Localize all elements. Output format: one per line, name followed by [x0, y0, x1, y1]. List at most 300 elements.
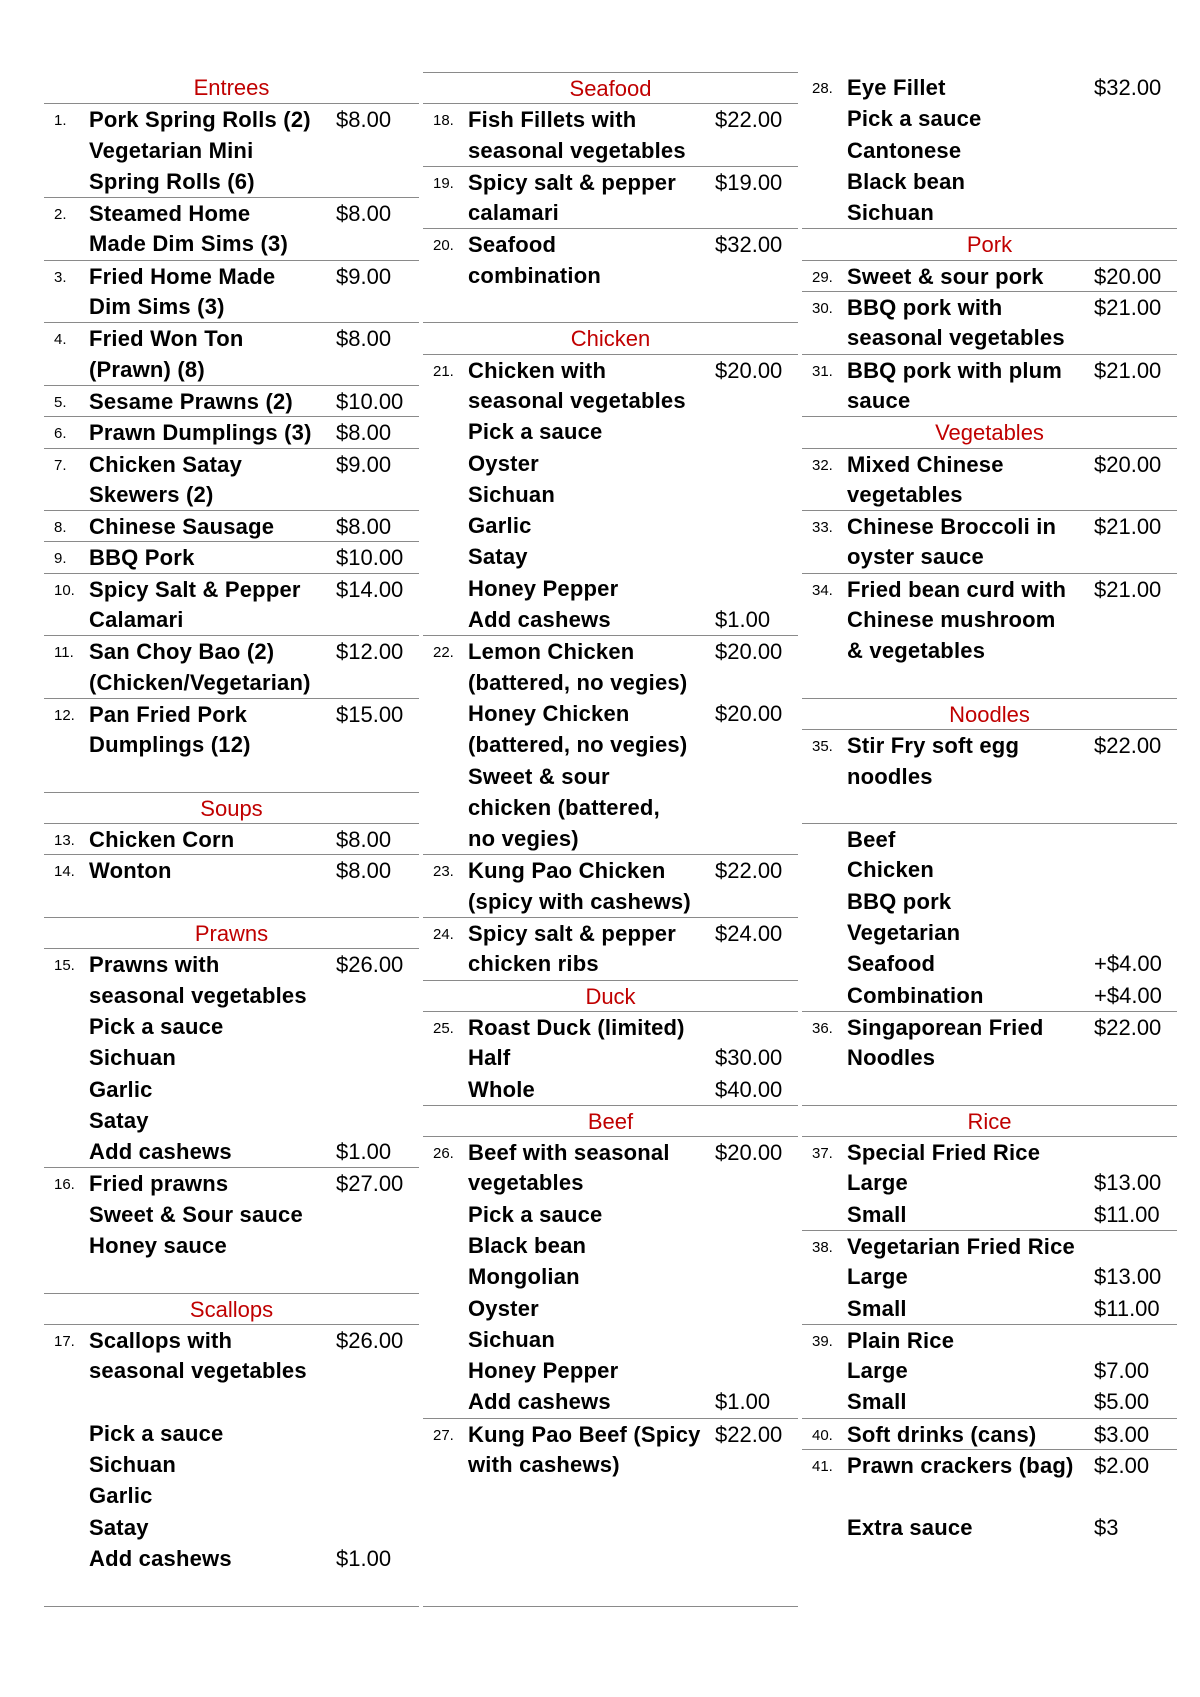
item-number: 38.: [812, 1238, 833, 1256]
item-price: $1.00: [336, 1545, 392, 1571]
menu-item-line: [44, 135, 419, 166]
menu-item-line: [423, 1386, 798, 1417]
item-number: 30.: [812, 300, 833, 318]
item-name: Mongolian: [468, 1264, 580, 1290]
item-name: Small: [847, 1201, 907, 1227]
menu-item-line: [802, 103, 1177, 134]
section-heading: Seafood: [423, 72, 798, 103]
item-price: $14.00: [336, 576, 404, 602]
menu-item-line: [44, 166, 419, 197]
menu-item-line: [44, 1011, 419, 1042]
item-price: +$4.00: [1094, 951, 1162, 977]
menu-item-line: [802, 1386, 1177, 1417]
item-name: Garlic: [89, 1076, 153, 1102]
item-price: $1.00: [715, 607, 771, 633]
item-price: $21.00: [1094, 576, 1162, 602]
item-name: San Choy Bao (2): [89, 639, 275, 665]
item-name: Pick a sauce: [89, 1013, 224, 1039]
menu-item-line: [802, 948, 1177, 979]
item-number: 33.: [812, 519, 833, 537]
menu-item-line: [423, 698, 798, 729]
item-number: 31.: [812, 362, 833, 380]
menu-item: [423, 354, 798, 385]
item-name: Chinese Sausage: [89, 514, 275, 540]
spacer: [423, 1574, 798, 1605]
item-name: & vegetables: [847, 638, 986, 664]
spacer: [423, 1480, 798, 1511]
item-name: Seafood: [847, 951, 936, 977]
menu-item: [423, 1011, 798, 1042]
menu-item: [44, 1167, 419, 1198]
item-name: Fried Won Ton: [89, 326, 244, 352]
section-heading: Entrees: [193, 75, 270, 100]
menu-item: [802, 448, 1177, 479]
menu-item: [44, 698, 419, 729]
menu-item-line: [423, 1230, 798, 1261]
item-name: Prawns with: [89, 952, 220, 978]
item-name: Chicken Satay: [89, 451, 243, 477]
item-name: Pan Fried Pork: [89, 701, 248, 727]
menu-item: [802, 1449, 1177, 1480]
item-name: Fried bean curd with: [847, 576, 1067, 602]
spacer: [44, 886, 419, 917]
menu-item: [44, 103, 419, 134]
item-number: 16.: [54, 1176, 75, 1194]
item-name: seasonal vegetables: [468, 387, 686, 413]
item-name: Prawn crackers (bag): [847, 1453, 1074, 1479]
item-price: $7.00: [1094, 1358, 1150, 1384]
item-name: calamari: [468, 200, 559, 226]
item-number: 28.: [812, 80, 833, 97]
menu-item-line: [802, 135, 1177, 166]
menu-item: [44, 416, 419, 447]
item-number: 32.: [812, 456, 833, 474]
menu-item-line: [44, 604, 419, 635]
item-number: 9.: [54, 550, 67, 568]
item-price: $2.00: [1094, 1453, 1150, 1479]
menu-item-line: [423, 1261, 798, 1292]
item-name: Add cashews: [468, 607, 611, 633]
item-name: Sichuan: [468, 481, 555, 507]
menu-item: [423, 854, 798, 885]
menu-item: [802, 1136, 1177, 1167]
item-name: with cashews): [468, 1452, 620, 1478]
item-name: vegetables: [847, 481, 963, 507]
item-price: $20.00: [1094, 263, 1162, 289]
menu-item-line: [423, 448, 798, 479]
item-name: Sichuan: [89, 1045, 176, 1071]
menu-column-right: [802, 72, 1177, 1543]
item-name: Add cashews: [89, 1139, 232, 1165]
item-price: $20.00: [715, 357, 783, 383]
item-number: 8.: [54, 519, 67, 537]
item-price: $20.00: [715, 1140, 783, 1166]
menu-item-line: [802, 166, 1177, 197]
item-name: Skewers (2): [89, 481, 214, 507]
menu-item: [44, 448, 419, 479]
item-number: 10.: [54, 581, 75, 599]
menu-item-line: [44, 667, 419, 698]
menu-item-line: [44, 1543, 419, 1574]
menu-item-line: [423, 573, 798, 604]
menu-item: [423, 1418, 798, 1449]
menu-item: [44, 510, 419, 541]
spacer: [423, 1512, 798, 1543]
menu-item: [423, 228, 798, 259]
item-name: vegetables: [468, 1170, 584, 1196]
menu-item-line: [423, 1042, 798, 1073]
item-name: BBQ Pork: [89, 545, 195, 571]
item-name: seasonal vegetables: [89, 982, 307, 1008]
section-heading: Rice: [802, 1105, 1177, 1136]
item-name: Soft drinks (cans): [847, 1421, 1037, 1447]
item-price: $8.00: [336, 827, 392, 853]
menu-item: [802, 729, 1177, 760]
menu-item: [802, 1324, 1177, 1355]
item-name: (battered, no vegies): [468, 669, 688, 695]
menu-item: [802, 354, 1177, 385]
menu-item-line: [44, 1042, 419, 1073]
item-name: BBQ pork with plum: [847, 357, 1063, 383]
menu-item-line: [423, 604, 798, 635]
item-name: Sichuan: [89, 1452, 176, 1478]
menu-item-line: [802, 479, 1177, 510]
column-end-rule: [423, 1606, 798, 1607]
item-price: $12.00: [336, 639, 404, 665]
menu-item-line: [423, 1293, 798, 1324]
item-number: 41.: [812, 1458, 833, 1476]
menu-item: [802, 291, 1177, 322]
menu-item-line: [44, 479, 419, 510]
menu-item: [423, 166, 798, 197]
item-name: no vegies): [468, 826, 579, 852]
spacer: [44, 1386, 419, 1417]
menu-item-line: [423, 479, 798, 510]
item-price: $22.00: [1094, 733, 1162, 759]
item-name: oyster sauce: [847, 544, 984, 570]
item-name: Beef: [847, 827, 896, 853]
menu-item-line: [423, 1355, 798, 1386]
item-name: Sweet & sour: [468, 763, 610, 789]
item-name: seasonal vegetables: [89, 1358, 307, 1384]
item-name: Vegetarian Mini: [89, 137, 254, 163]
item-name: Pick a sauce: [89, 1420, 224, 1446]
item-name: Chicken with: [468, 357, 607, 383]
menu-item-line: [44, 729, 419, 760]
menu-item-line: [802, 1167, 1177, 1198]
item-price: $8.00: [336, 326, 392, 352]
item-name: Mixed Chinese: [847, 451, 1004, 477]
menu-item-line: [802, 1199, 1177, 1230]
item-price: $11.00: [1094, 1201, 1160, 1227]
menu-item-line: [802, 761, 1177, 792]
item-name: Fried Home Made: [89, 263, 276, 289]
section-heading: Prawns: [44, 917, 419, 948]
menu-item-line: [44, 1449, 419, 1480]
menu-item-line: [423, 1167, 798, 1198]
menu-item: [44, 635, 419, 666]
item-name: Singaporean Fried: [847, 1014, 1044, 1040]
item-name: Chicken: [847, 857, 934, 883]
item-price: $21.00: [1094, 514, 1162, 540]
item-name: Vegetarian: [847, 920, 961, 946]
item-name: Spicy salt & pepper: [468, 921, 676, 947]
menu-item: [802, 510, 1177, 541]
item-number: 17.: [54, 1332, 75, 1350]
menu-item-line: [423, 1324, 798, 1355]
item-number: 19.: [433, 174, 454, 192]
item-price: $21.00: [1094, 295, 1162, 321]
item-name: Cantonese: [847, 137, 962, 163]
item-name: Garlic: [468, 513, 532, 539]
item-name: combination: [468, 262, 601, 288]
item-name: Sweet & sour pork: [847, 263, 1044, 289]
item-name: BBQ pork: [847, 888, 952, 914]
item-name: Extra sauce: [847, 1514, 973, 1540]
item-price: $19.00: [715, 169, 783, 195]
item-number: 13.: [54, 832, 75, 850]
menu-column-left: [44, 72, 419, 1607]
item-name: Half: [468, 1045, 511, 1071]
item-number: 7.: [54, 456, 67, 474]
menu-item-line: [423, 948, 798, 979]
menu-item: [44, 823, 419, 854]
menu-item-line: [44, 1512, 419, 1543]
menu-item: [802, 260, 1177, 291]
menu-item: [802, 1418, 1177, 1449]
menu-item-line: [44, 1105, 419, 1136]
item-name: Dim Sims (3): [89, 294, 225, 320]
item-number: 40.: [812, 1426, 833, 1444]
item-number: 21.: [433, 362, 454, 380]
item-number: 24.: [433, 926, 454, 944]
item-name: Sichuan: [847, 200, 934, 226]
spacer: [423, 291, 798, 322]
menu-item-line: [44, 1355, 419, 1386]
spacer: [44, 1261, 419, 1292]
menu-item-line: [44, 1074, 419, 1105]
item-number: 15.: [54, 957, 75, 975]
menu-item-line: [44, 980, 419, 1011]
item-number: 3.: [54, 268, 67, 286]
item-name: Garlic: [89, 1483, 153, 1509]
item-name: chicken (battered,: [468, 794, 660, 820]
menu-item-line: [44, 354, 419, 385]
item-name: noodles: [847, 763, 933, 789]
item-number: 23.: [433, 863, 454, 881]
item-number: 6.: [54, 425, 67, 443]
item-number: 26.: [433, 1145, 454, 1163]
item-price: $10.00: [336, 388, 404, 414]
item-name: Made Dim Sims (3): [89, 231, 289, 257]
item-name: Whole: [468, 1076, 535, 1102]
item-name: Black bean: [468, 1232, 587, 1258]
item-price: $32.00: [715, 232, 783, 258]
menu-item-line: [423, 667, 798, 698]
item-price: $8.00: [336, 858, 392, 884]
menu-item: [44, 322, 419, 353]
item-name: Seafood: [468, 232, 557, 258]
item-number: 2.: [54, 206, 67, 224]
item-price: $3: [1094, 1514, 1119, 1540]
item-price: $24.00: [715, 921, 783, 947]
section-heading: Vegetables: [802, 416, 1177, 447]
menu-item-line: [44, 1480, 419, 1511]
item-name: Satay: [89, 1107, 149, 1133]
item-number: 1.: [54, 112, 67, 130]
menu-item-line: [802, 1042, 1177, 1073]
item-name: Small: [847, 1295, 907, 1321]
item-price: $5.00: [1094, 1389, 1150, 1415]
item-name: Kung Pao Chicken: [468, 858, 666, 884]
item-price: $22.00: [715, 858, 783, 884]
item-name: Roast Duck (limited): [468, 1014, 685, 1040]
menu-item-line: [802, 635, 1177, 666]
item-number: 39.: [812, 1332, 833, 1350]
spacer: [802, 1480, 1177, 1511]
item-price: $8.00: [336, 107, 392, 133]
item-name: Scallops with: [89, 1327, 233, 1353]
item-name: Satay: [468, 544, 528, 570]
menu-item-line: [423, 792, 798, 823]
item-name: sauce: [847, 387, 911, 413]
menu-item-line: [802, 980, 1177, 1011]
item-price: $8.00: [336, 514, 392, 540]
item-price: $9.00: [336, 263, 392, 289]
item-price: $1.00: [715, 1389, 771, 1415]
item-name: (battered, no vegies): [468, 732, 688, 758]
menu-item: [802, 573, 1177, 604]
menu-item-line: [423, 197, 798, 228]
item-price: $10.00: [336, 545, 404, 571]
menu-item-line: [802, 322, 1177, 353]
item-name: Sichuan: [468, 1326, 555, 1352]
item-price: $11.00: [1094, 1295, 1160, 1321]
menu-item: [44, 1324, 419, 1355]
menu-item: [44, 854, 419, 885]
item-price: +$4.00: [1094, 982, 1162, 1008]
menu-item-line: [423, 761, 798, 792]
menu-item-line: [423, 1199, 798, 1230]
menu-item: [44, 948, 419, 979]
menu-item-line: [802, 541, 1177, 572]
menu-item-line: [802, 854, 1177, 885]
item-number: 5.: [54, 393, 67, 411]
section-heading: Chicken: [423, 322, 798, 353]
menu-item: [44, 573, 419, 604]
item-number: 35.: [812, 738, 833, 756]
item-price: $1.00: [336, 1139, 392, 1165]
menu-item: [802, 1230, 1177, 1261]
menu-item-line: [802, 917, 1177, 948]
menu-item-line: [802, 1293, 1177, 1324]
spacer: [44, 1574, 419, 1605]
menu-item: [44, 260, 419, 291]
item-price: $22.00: [1094, 1014, 1162, 1040]
item-price: $8.00: [336, 420, 392, 446]
item-name: (Prawn) (8): [89, 356, 205, 382]
item-price: $21.00: [1094, 357, 1162, 383]
item-number: 27.: [433, 1426, 454, 1444]
menu-item-line: [423, 135, 798, 166]
item-name: Dumplings (12): [89, 732, 251, 758]
item-price: $27.00: [336, 1171, 404, 1197]
item-name: Pick a sauce: [468, 419, 603, 445]
item-name: (spicy with cashews): [468, 888, 691, 914]
menu-item-line: [802, 1512, 1177, 1543]
item-name: Chicken Corn: [89, 827, 235, 853]
item-name: seasonal vegetables: [468, 137, 686, 163]
item-price: $26.00: [336, 952, 404, 978]
menu-item-line: [423, 729, 798, 760]
item-name: Spicy salt & pepper: [468, 169, 676, 195]
item-name: Noodles: [847, 1045, 936, 1071]
item-name: Fish Fillets with: [468, 107, 637, 133]
menu-item-line: [423, 385, 798, 416]
menu-column-middle: [423, 72, 798, 1607]
item-name: Combination: [847, 982, 984, 1008]
menu-item-line: [44, 1136, 419, 1167]
item-price: $40.00: [715, 1076, 783, 1102]
item-number: 20.: [433, 237, 454, 255]
item-number: 18.: [433, 112, 454, 130]
item-name: Small: [847, 1389, 907, 1415]
menu-item-line: [802, 1261, 1177, 1292]
menu-item: [44, 385, 419, 416]
item-number: 25.: [433, 1019, 454, 1037]
section-heading: Scallops: [44, 1293, 419, 1324]
menu-item-line: [802, 823, 1177, 854]
item-name: Add cashews: [468, 1389, 611, 1415]
item-name: Wonton: [89, 858, 172, 884]
item-name: Honey Pepper: [468, 575, 619, 601]
menu-item: [423, 917, 798, 948]
item-name: chicken ribs: [468, 951, 599, 977]
item-name: Kung Pao Beef (Spicy: [468, 1421, 701, 1447]
item-name: (Chicken/Vegetarian): [89, 669, 311, 695]
menu-item: [802, 72, 1177, 103]
menu-item-line: [44, 1199, 419, 1230]
item-price: $30.00: [715, 1045, 783, 1071]
spacer: [802, 1074, 1177, 1105]
item-name: Honey Chicken: [468, 700, 630, 726]
item-number: 36.: [812, 1019, 833, 1037]
item-name: Vegetarian Fried Rice: [847, 1233, 1075, 1259]
item-name: Calamari: [89, 607, 184, 633]
spacer: [44, 761, 419, 792]
item-price: $22.00: [715, 107, 783, 133]
menu-item-line: [802, 197, 1177, 228]
item-price: $9.00: [336, 451, 392, 477]
item-name: Black bean: [847, 168, 966, 194]
item-name: Fried prawns: [89, 1171, 229, 1197]
item-name: Prawn Dumplings (3): [89, 420, 312, 446]
menu-item: [423, 635, 798, 666]
menu-item-line: [423, 886, 798, 917]
item-name: Chinese mushroom: [847, 607, 1056, 633]
menu-item: [423, 1136, 798, 1167]
item-name: Oyster: [468, 450, 539, 476]
section-heading: Beef: [423, 1105, 798, 1136]
item-price: $13.00: [1094, 1264, 1162, 1290]
spacer: [802, 792, 1177, 823]
item-name: Steamed Home: [89, 201, 251, 227]
menu-item-line: [423, 1074, 798, 1105]
item-name: Add cashews: [89, 1545, 232, 1571]
item-number: 14.: [54, 863, 75, 881]
item-number: 22.: [433, 644, 454, 662]
item-name: Pick a sauce: [847, 106, 982, 132]
